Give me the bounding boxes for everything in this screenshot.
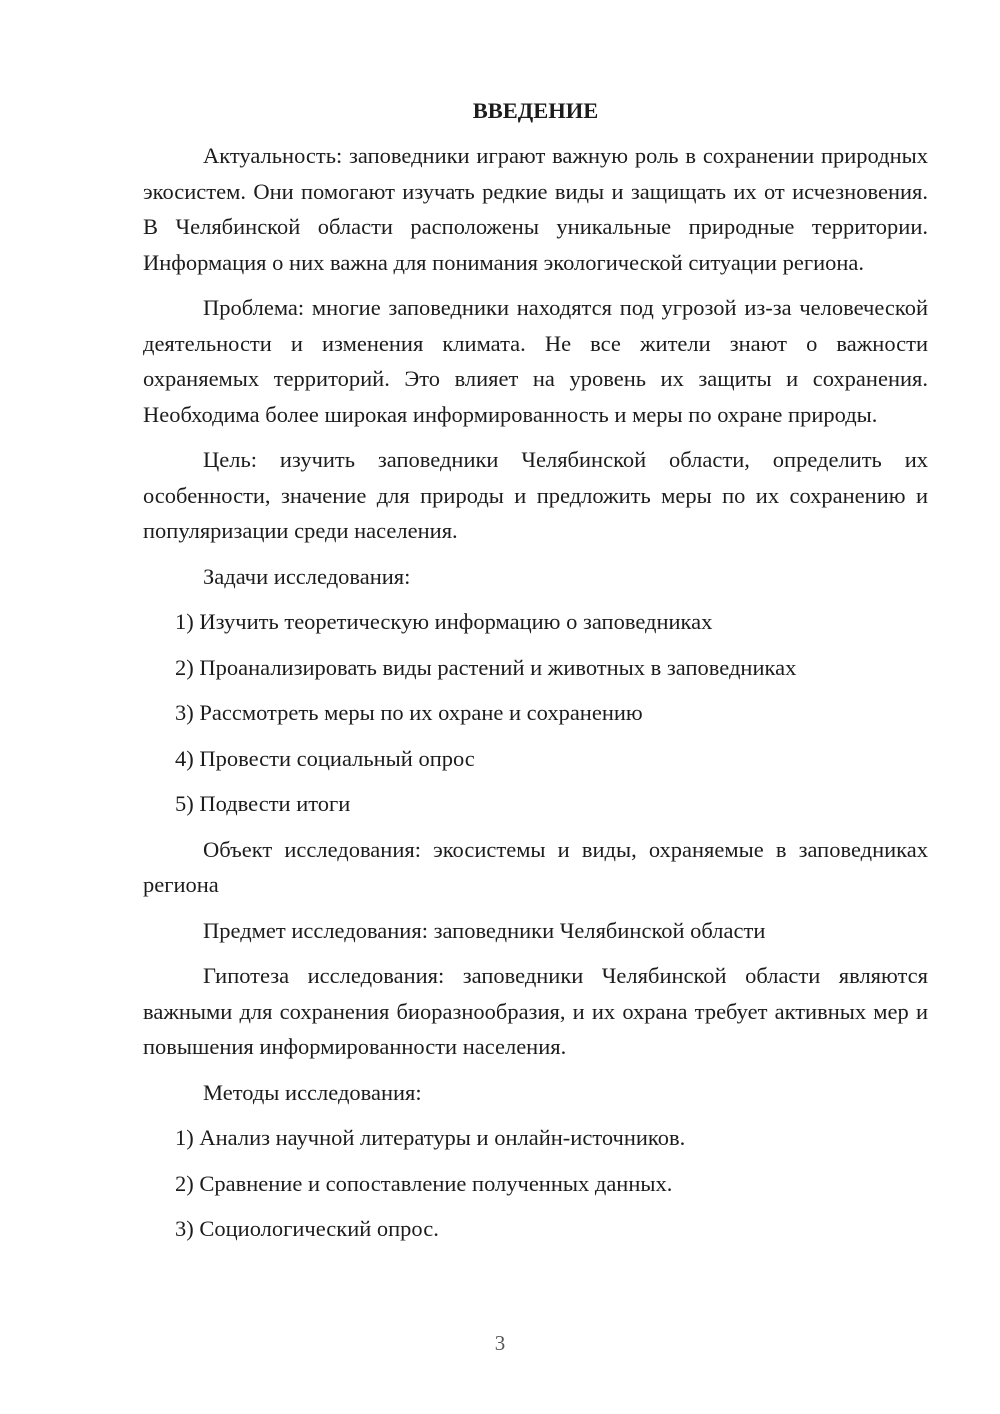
task-item: 2) Проанализировать виды растений и животных в заповедниках [175,654,797,680]
problem-paragraph: Проблема: многие заповедники находятся под угрозой из-за человеческой деятельности и изменения климата. Не все жители знают о важности охраняемых территорий. Это влияет на уровень их защиты и сохранения. Необходима более широкая информированность и меры по охране природы. [143,295,928,427]
methods-heading: Методы исследования: [203,1079,422,1105]
method-item: 2) Сравнение и сопоставление полученных данных. [175,1170,673,1196]
goal-paragraph: Цель: изучить заповедники Челябинской области, определить их особенности, значение для природы и предложить меры по их сохранению и популяризации среди населения. [143,447,928,543]
method-item: 3) Социологический опрос. [175,1216,439,1241]
task-item: 3) Рассмотреть меры по их охране и сохранению [175,700,643,725]
section-title: ВВЕДЕНИЕ [472,98,599,123]
document-body [143,96,928,1257]
relevance-paragraph: Актуальность: заповедники играют важную роль в сохранении природных экосистем. Они помогают изучать редкие виды и защищать их от исчезновения. В Челябинской области расположены уникальные природные территории. Информация о них важна для понимания экологической ситуации региона. [143,143,928,275]
task-item: 5) Подвести итоги [175,791,351,816]
task-item: 1) Изучить теоретическую информацию о заповедниках [175,609,713,634]
subject-paragraph: Предмет исследования: заповедники Челябинской области [203,917,766,943]
hypothesis-paragraph: Гипотеза исследования: заповедники Челябинской области являются важными для сохранения биоразнообразия, и их охрана требует активных мер и повышения информированности населения. [143,963,928,1059]
tasks-heading: Задачи исследования: [203,563,411,589]
method-item: 1) Анализ научной литературы и онлайн-источников. [175,1125,686,1150]
task-item: 4) Провести социальный опрос [175,745,475,771]
object-paragraph: Объект исследования: экосистемы и виды, охраняемые в заповедниках региона [143,836,928,897]
page-number: 3 [494,1331,506,1355]
